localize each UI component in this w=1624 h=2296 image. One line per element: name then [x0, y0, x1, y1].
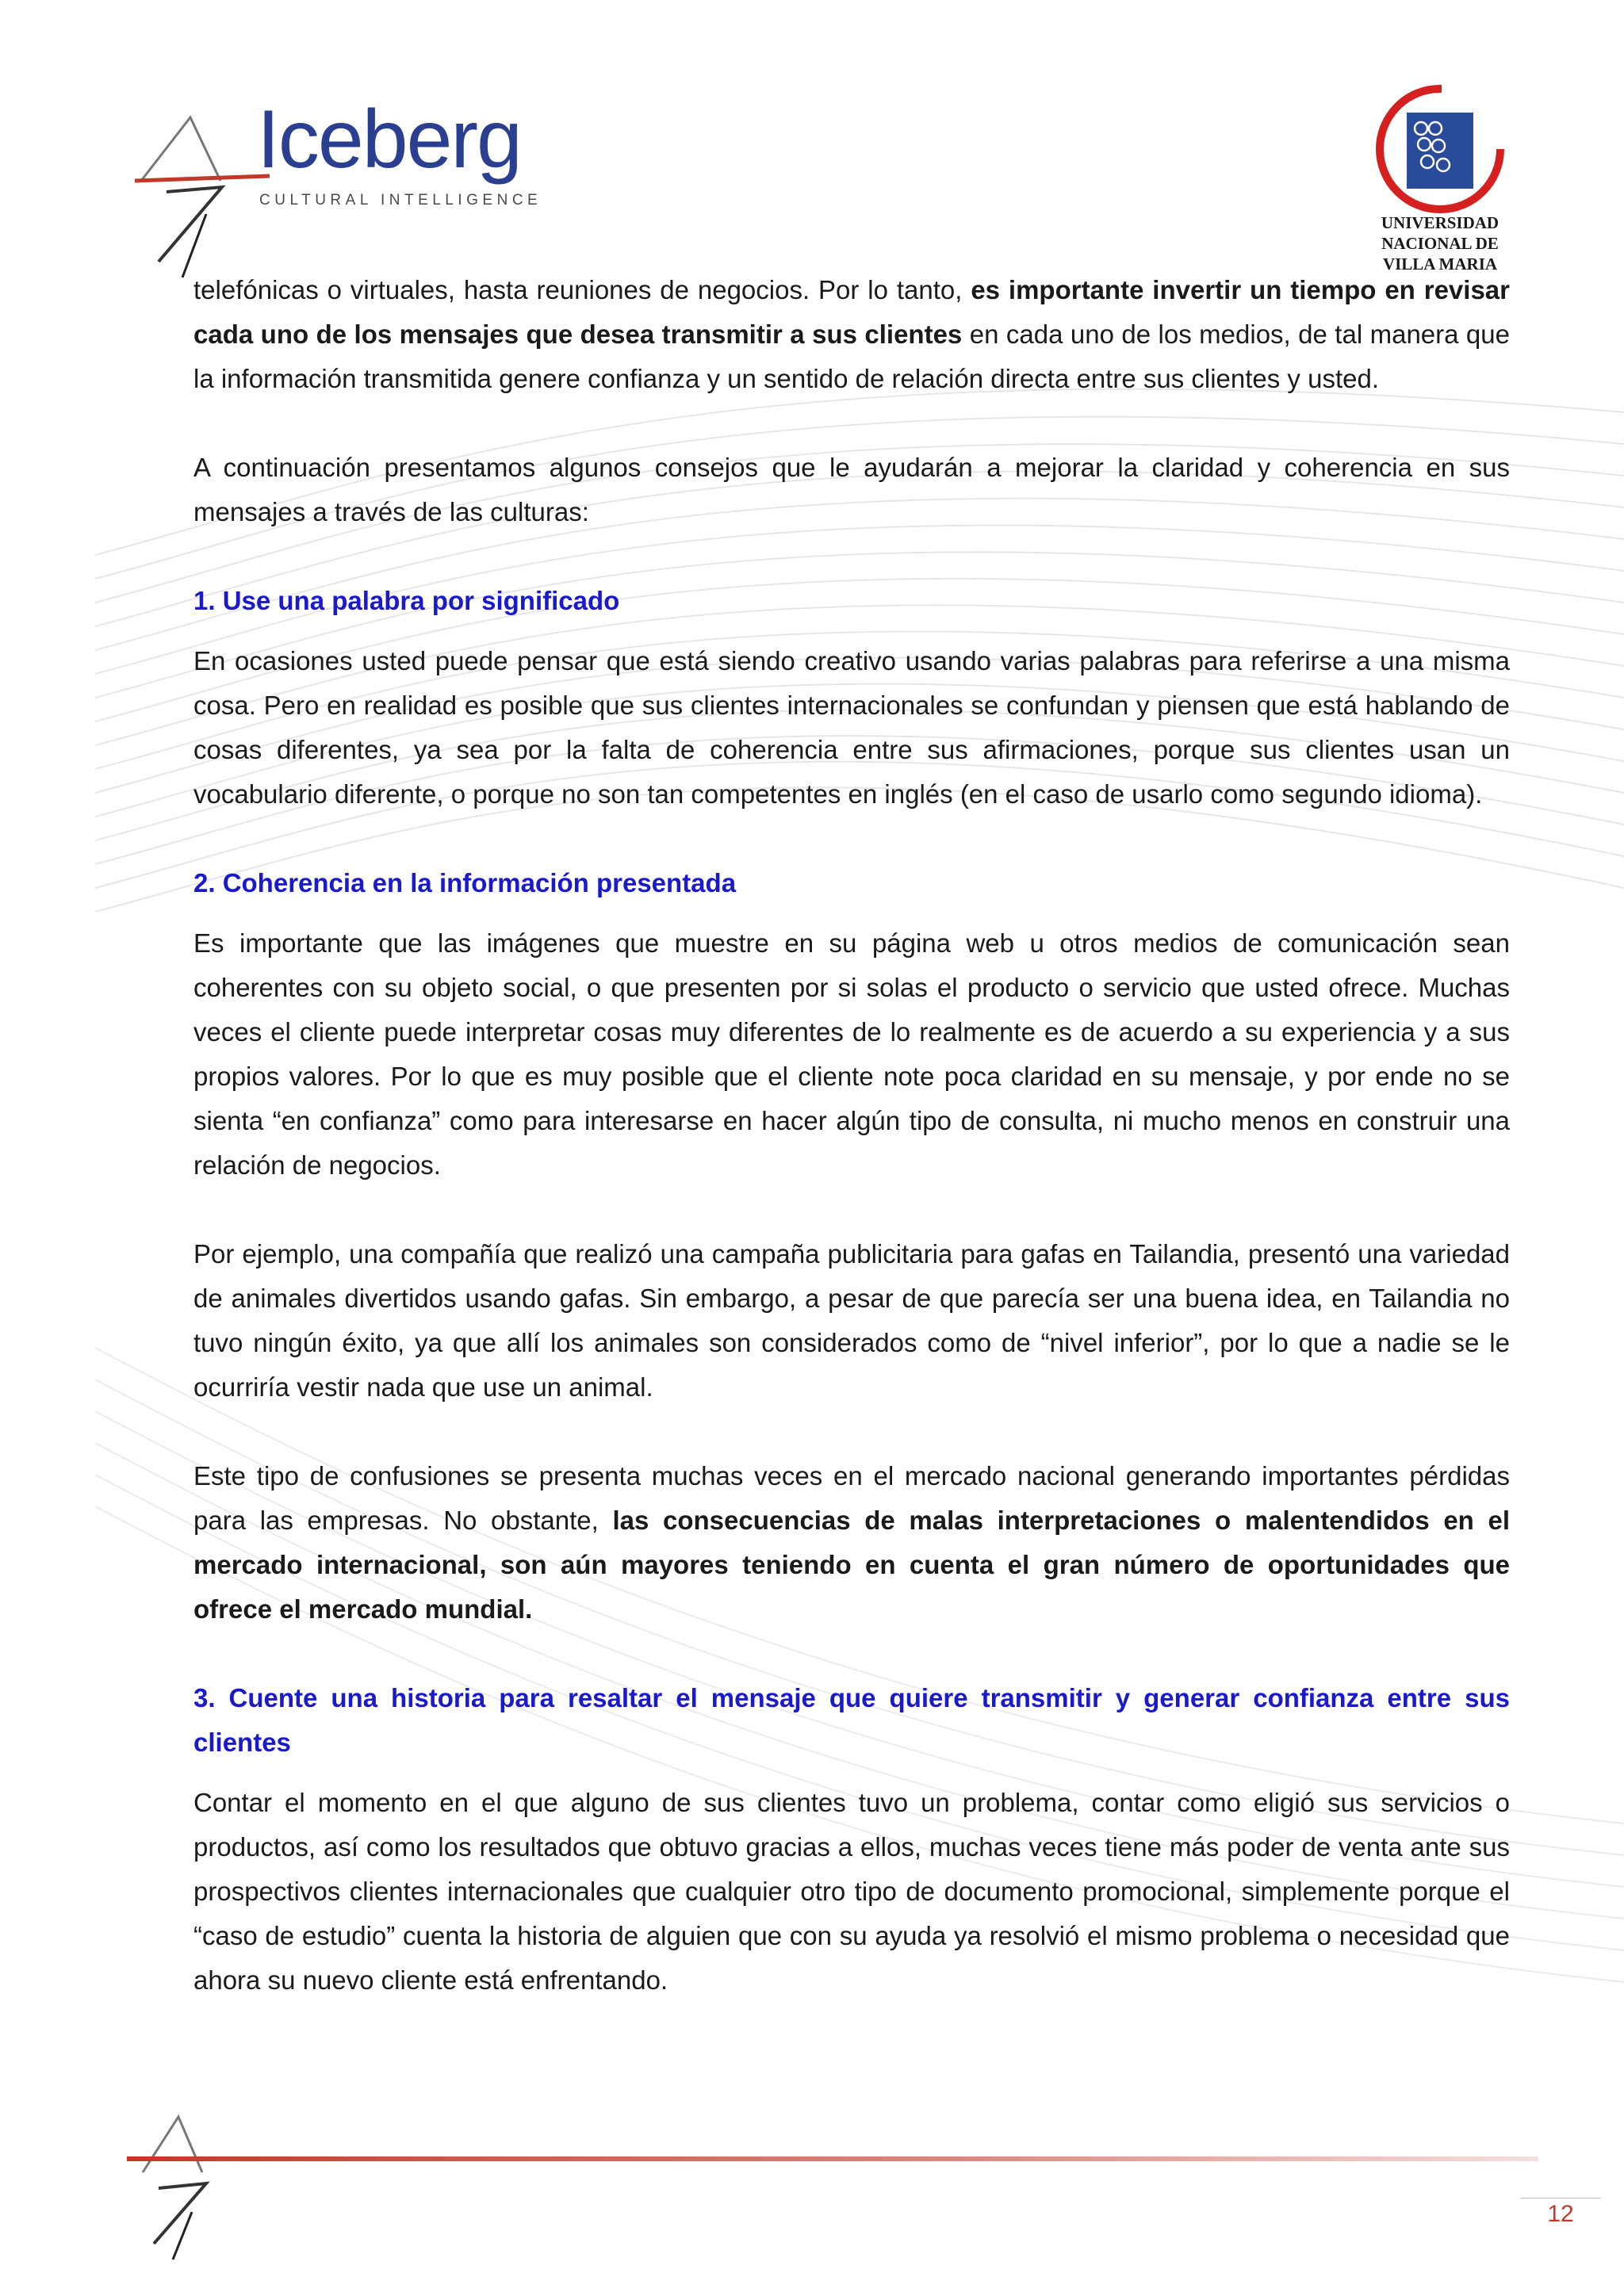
paragraph-6-bold: las consecuencias de malas interpretaciones o malentendidos en el mercado internacional, son aún mayores teniendo en cuenta el gran número de oportunidades que ofrece el mercado mundial. — [193, 1506, 1511, 1624]
paragraph-4: Es importante que las imágenes que muestre en su página web u otros medios de comunicación sean coherentes con su objeto social, o que presenten por si solas el producto o servicio que usted ofrece. Muchas veces el cliente puede interpretar cosas muy diferentes de lo realmente es de acuerdo a su experiencia y a sus propios valores. Por lo que es muy posible que el cliente note poca claridad en su mensaje, y por ende no se sienta “en confianza” como para interesarse en hacer algún tipo de consulta, ni mucho menos en construir una relación de negocios. — [193, 928, 1510, 1180]
brand-tagline: CULTURAL INTELLIGENCE — [259, 192, 542, 209]
paragraph-7: Contar el momento en el que alguno de sus clientes tuvo un problema, contar como eligió sus servicios o productos, así como los resultados que obtuvo gracias a ellos, muchas veces tiene más poder de venta ante sus prospectivos clientes internacionales que cualquier otro tipo de documento promocional, simplemente porque el “caso de estudio” cuenta la historia de alguien que con su ayuda ya resolvió el mismo problema o necesidad que ahora su nuevo cliente está enfrentando. — [193, 1788, 1510, 1995]
document-body — [193, 268, 1510, 2003]
university-line-1: UNIVERSIDAD — [1381, 213, 1500, 232]
paragraph-6 — [193, 1454, 1510, 1632]
paragraph-1-text-b: en cada uno de los medios, de tal manera que la información transmitida genere confianza y un sentido de relación directa entre sus clientes y usted. — [193, 320, 1510, 393]
page-number: 12 — [1547, 2201, 1574, 2227]
brand-name: Iceberg — [257, 94, 521, 186]
university-logo — [1361, 79, 1519, 277]
footer-divider — [127, 2156, 1538, 2161]
university-line-2: NACIONAL DE — [1381, 234, 1499, 253]
paragraph-3: En ocasiones usted puede pensar que está siendo creativo usando varias palabras para referirse a una misma cosa. Pero en realidad es posible que sus clientes internacionales se confundan y piensen que está hablando de cosas diferentes, ya sea por la falta de coherencia entre sus afirmaciones, porque sus clientes usan un vocabulario diferente, o porque no son tan competentes en inglés (en el caso de usarlo como segundo idioma). — [193, 646, 1510, 809]
section-heading-2: 2. Coherencia en la información presentada — [193, 868, 737, 897]
section-heading-1: 1. Use una palabra por significado — [193, 586, 620, 615]
paragraph-5: Por ejemplo, una compañía que realizó una campaña publicitaria para gafas en Tailandia, presentó una variedad de animales divertidos usando gafas. Sin embargo, a pesar de que parecía ser una buena idea, en Tailandia no tuvo ningún éxito, ya que allí los animales son considerados como de “nivel inferior”, por lo que a nadie se le ocurriría vestir nada que use un animal. — [193, 1239, 1510, 1402]
section-heading-3: 3. Cuente una historia para resaltar el mensaje que quiere transmitir y generar confianza entre sus clientes — [193, 1683, 1510, 1757]
university-seal-icon — [1361, 79, 1519, 214]
paragraph-1 — [193, 268, 1510, 401]
paragraph-2: A continuación presentamos algunos consejos que le ayudarán a mejorar la claridad y coherencia en sus mensajes a través de las culturas: — [193, 453, 1510, 526]
university-name — [1361, 212, 1519, 274]
university-line-3: VILLA MARIA — [1382, 254, 1498, 274]
paragraph-1-bold: es importante invertir un tiempo en revisar cada uno de los mensajes que desea transmitir a sus clientes — [193, 275, 1510, 349]
paragraph-1-text-a: telefónicas o virtuales, hasta reuniones de negocios. Por lo tanto, — [193, 275, 971, 304]
footer-iceberg-mark-icon — [135, 2109, 230, 2267]
paragraph-6-text: Este tipo de confusiones se presenta muchas veces en el mercado nacional generando importantes pérdidas para las empresas. No obstante, — [193, 1461, 1510, 1535]
